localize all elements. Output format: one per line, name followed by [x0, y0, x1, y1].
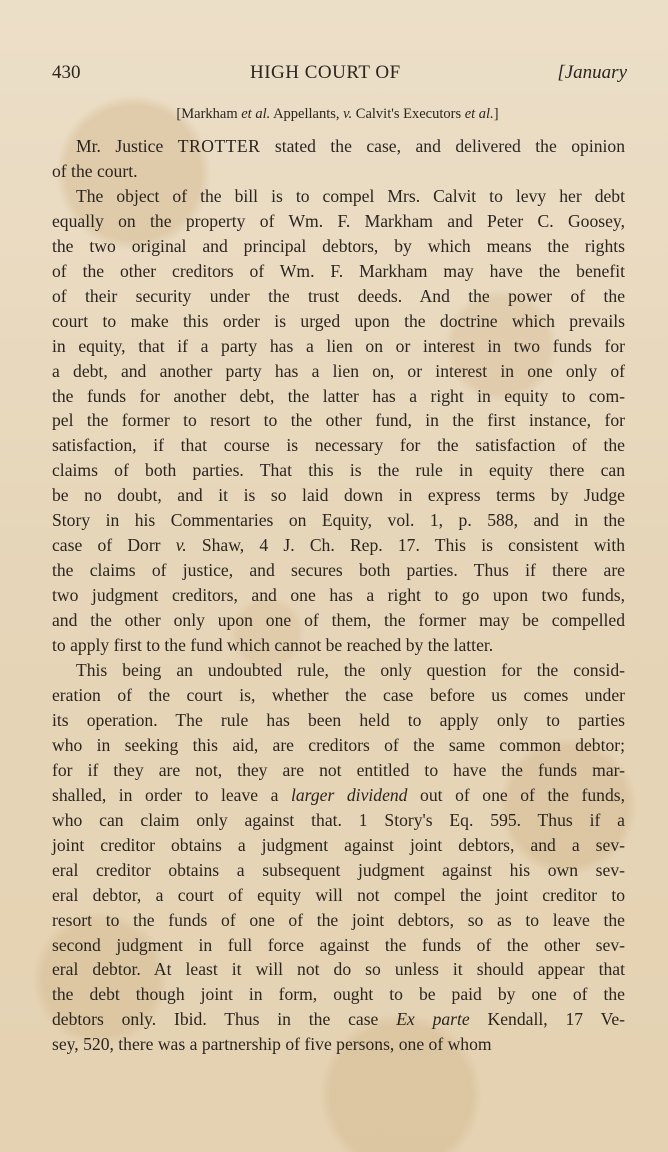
text-line: the two original and principal debtors, by which means the rights	[52, 235, 625, 256]
text-line: second judgment in full force against the funds of the other sev-	[52, 934, 625, 955]
body-text	[52, 134, 625, 1057]
text-line: case of Dorr v. Shaw, 4 J. Ch. Rep. 17. This is consistent with	[52, 535, 625, 556]
text-line: the claims of justice, and secures both parties. Thus if there are	[52, 560, 625, 581]
text-line: claims of both parties. That this is the rule in equity there can	[52, 460, 625, 481]
text-line: the funds for another debt, the latter has a right in equity to com-	[52, 385, 625, 406]
text-line: eral debtor, a court of equity will not compel the joint creditor to	[52, 884, 625, 905]
text-line: equally on the property of Wm. F. Markham and Peter C. Goosey,	[52, 210, 625, 231]
text-line: eral debtor. At least it will not do so unless it should appear that	[52, 959, 625, 980]
text-line: of the other creditors of Wm. F. Markham may have the benefit	[52, 260, 625, 281]
text-line: pel the former to resort to the other fund, in the first instance, for	[52, 410, 625, 431]
text-line: court to make this order is urged upon the doctrine which prevails	[52, 310, 625, 331]
text-line: sey, 520, there was a partnership of five persons, one of whom	[52, 1034, 492, 1055]
text-line: The object of the bill is to compel Mrs. Calvit to levy her debt	[76, 185, 625, 206]
text-line: eral creditor obtains a subsequent judgment against his own sev-	[52, 859, 625, 880]
text-line: debtors only. Ibid. Thus in the case Ex parte Kendall, 17 Ve-	[52, 1009, 625, 1030]
paragraph-2	[52, 184, 625, 658]
text-line: of their security under the trust deeds. And the power of the	[52, 285, 625, 306]
text-line: a debt, and another party has a lien on, or interest in one only of	[52, 360, 625, 381]
text-line: eration of the court is, whether the case before us comes under	[52, 684, 625, 705]
text-line: Story in his Commentaries on Equity, vol. 1, p. 588, and in the	[52, 510, 625, 531]
text-line: be no doubt, and it is so laid down in express terms by Judge	[52, 485, 625, 506]
text-line: of the court.	[52, 160, 138, 181]
running-head	[52, 62, 627, 92]
text-line: two judgment creditors, and one has a right to go upon two funds,	[52, 585, 625, 606]
paragraph-1	[52, 134, 625, 184]
text-line: This being an undoubted rule, the only question for the consid-	[76, 660, 625, 681]
text-line: the debt though joint in form, ought to be paid by one of the	[52, 984, 625, 1005]
page-number: 430	[52, 62, 81, 83]
text-line: joint creditor obtains a judgment against joint debtors, and a sev-	[52, 834, 625, 855]
text-line: for if they are not, they are not entitled to have the funds mar-	[52, 759, 625, 780]
text-line: and the other only upon one of them, the former may be compelled	[52, 610, 625, 631]
text-line: Mr. Justice TROTTER stated the case, and delivered the opinion	[76, 136, 625, 156]
running-head-title: HIGH COURT OF	[250, 62, 401, 83]
running-head-month: [January	[557, 62, 627, 83]
case-caption: [Markham et al. Appellants, v. Calvit's Executors et al.]	[176, 106, 499, 122]
text-line: satisfaction, if that course is necessary for the satisfaction of the	[52, 435, 625, 456]
paragraph-3	[52, 658, 625, 1057]
text-line: who in seeking this aid, are creditors of the same common debtor;	[52, 734, 625, 755]
text-line: who can claim only against that. 1 Story's Eq. 595. Thus if a	[52, 809, 625, 830]
text-line: in equity, that if a party has a lien on or interest in two funds for	[52, 335, 625, 356]
text-line: to apply first to the fund which cannot be reached by the latter.	[52, 635, 494, 656]
text-line: resort to the funds of one of the joint debtors, so as to leave the	[52, 909, 625, 930]
text-line: its operation. The rule has been held to apply only to parties	[52, 709, 625, 730]
text-line: shalled, in order to leave a larger dividend out of one of the funds,	[52, 784, 626, 805]
